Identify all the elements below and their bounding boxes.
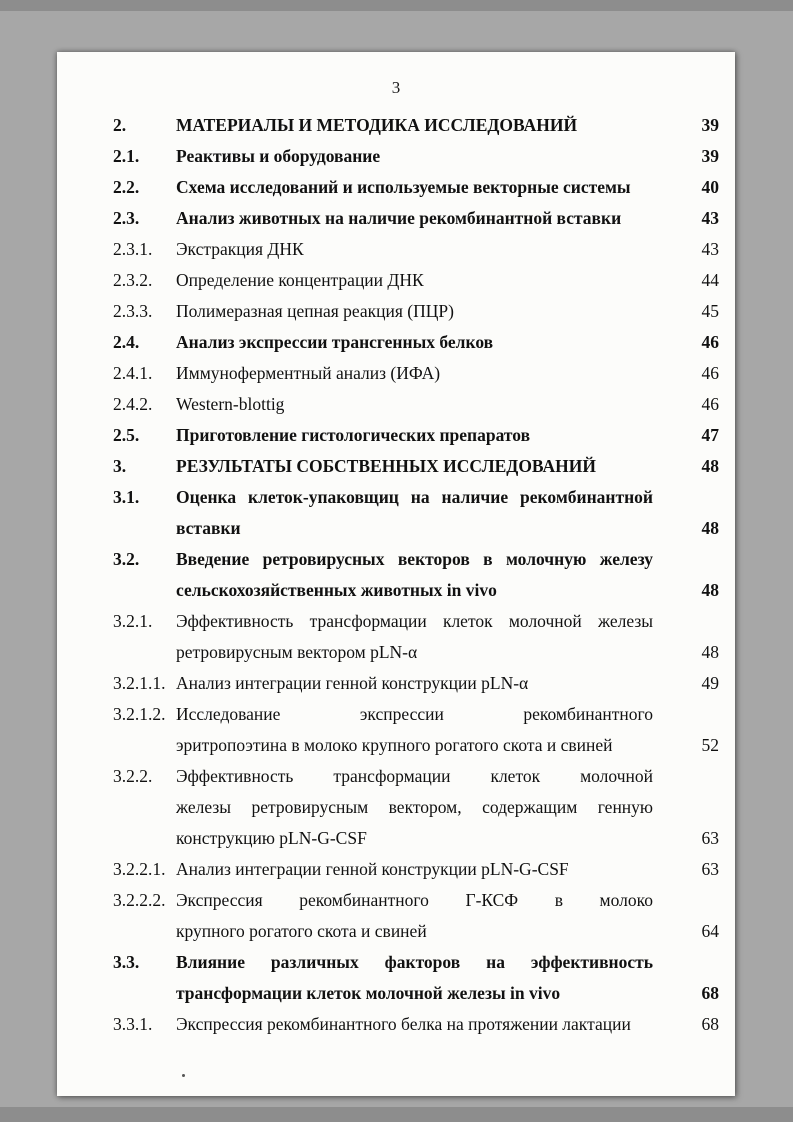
toc-entry-page: 63 — [701, 828, 719, 848]
toc-entry-page: 39 — [701, 115, 719, 135]
toc-entry-page: 44 — [701, 270, 719, 290]
toc-entry-page: 68 — [701, 983, 719, 1003]
toc-entry-page: 52 — [701, 735, 719, 755]
toc-entry-title — [176, 699, 653, 761]
toc-entry-page: 48 — [701, 456, 719, 476]
toc-entry — [113, 482, 719, 544]
toc-entry-number: 3. — [113, 456, 127, 476]
toc-entry-title — [176, 265, 653, 296]
toc-entry-number: 3.2.2.1. — [113, 859, 166, 879]
toc-entry-line: вставки — [176, 518, 241, 538]
toc-entry-title — [176, 172, 653, 203]
toc-entry-line: Полимеразная цепная реакция (ПЦР) — [176, 301, 454, 321]
toc-entry-line: Эффективность трансформации клеток молочной железы — [176, 611, 653, 631]
toc-entry-line: Схема исследований и используемые векторные системы — [176, 177, 631, 197]
toc-entry-title — [176, 451, 653, 482]
toc-entry-number: 2.3. — [113, 208, 140, 228]
toc-entry-line: Введение ретровирусных векторов в молочную железу — [176, 549, 653, 569]
toc-entry-line: Оценка клеток-упаковщиц на наличие рекомбинантной — [176, 487, 653, 507]
toc-entry-title — [176, 1009, 653, 1040]
toc-entry-title — [176, 296, 653, 327]
toc-entry-page: 48 — [701, 518, 719, 538]
toc-entry-line: Анализ интеграции генной конструкции pLN-α — [176, 673, 529, 693]
toc-entry-number: 3.3. — [113, 952, 140, 972]
toc-entry — [113, 668, 719, 699]
toc-entry-page: 43 — [701, 208, 719, 228]
toc-entry — [113, 327, 719, 358]
toc-entry — [113, 451, 719, 482]
toc-entry-title — [176, 544, 653, 606]
toc-entry-line: Анализ интеграции генной конструкции pLN-G-CSF — [176, 859, 569, 879]
toc-entry — [113, 265, 719, 296]
scan-edge-top — [0, 0, 793, 11]
toc-entry-line: конструкцию pLN-G-CSF — [176, 828, 367, 848]
toc-entry — [113, 389, 719, 420]
toc-entry-number: 3.2. — [113, 549, 140, 569]
toc-entry — [113, 141, 719, 172]
toc-entry-page: 40 — [701, 177, 719, 197]
toc-entry-page: 39 — [701, 146, 719, 166]
toc-entry-number: 2.3.1. — [113, 239, 153, 259]
toc-entry-title — [176, 141, 653, 172]
toc-entry-page: 68 — [701, 1014, 719, 1034]
toc-entry — [113, 947, 719, 1009]
toc-list — [113, 110, 719, 1040]
toc-entry-number: 2.4.2. — [113, 394, 153, 414]
toc-entry-title — [176, 854, 653, 885]
toc-entry-number: 3.2.1.2. — [113, 704, 166, 724]
toc-entry-number: 2.2. — [113, 177, 140, 197]
toc-entry-line: МАТЕРИАЛЫ И МЕТОДИКА ИССЛЕДОВАНИЙ — [176, 115, 578, 135]
toc-entry-page: 49 — [701, 673, 719, 693]
toc-entry-line: Исследование экспрессии рекомбинантного — [176, 704, 653, 724]
toc-entry-line: Western-blottig — [176, 394, 285, 414]
toc-entry-title — [176, 110, 653, 141]
page-number: 3 — [391, 78, 401, 97]
toc-entry-line: эритропоэтина в молоко крупного рогатого скота и свиней — [176, 735, 613, 755]
toc-entry — [113, 885, 719, 947]
toc-entry-title — [176, 358, 653, 389]
toc-entry-title — [176, 668, 653, 699]
toc-entry-line: Экспрессия рекомбинантного Г-КСФ в молоко — [176, 890, 653, 910]
toc-entry-title — [176, 234, 653, 265]
toc-entry-line: Иммуноферментный анализ (ИФА) — [176, 363, 441, 383]
toc-entry — [113, 110, 719, 141]
toc-entry-number: 3.1. — [113, 487, 140, 507]
toc-entry-number: 2.3.3. — [113, 301, 153, 321]
toc-entry-page: 45 — [701, 301, 719, 321]
toc-entry-line: железы ретровирусным вектором, содержащим генную — [176, 797, 653, 817]
toc-entry-page: 64 — [701, 921, 719, 941]
toc-entry — [113, 606, 719, 668]
toc-entry-title — [176, 389, 653, 420]
toc-entry — [113, 172, 719, 203]
toc-entry-number: 3.3.1. — [113, 1014, 153, 1034]
toc-entry-line: Приготовление гистологических препаратов — [176, 425, 531, 445]
toc-entry-title — [176, 482, 653, 544]
toc-entry-number: 2.4.1. — [113, 363, 153, 383]
toc-entry-title — [176, 947, 653, 1009]
toc-entry-number: 3.2.2.2. — [113, 890, 166, 910]
toc-entry-line: Экстракция ДНК — [176, 239, 304, 259]
toc-entry-line: Экспрессия рекомбинантного белка на протяжении лактации — [176, 1014, 631, 1034]
toc-entry-page: 43 — [701, 239, 719, 259]
scan-artifact-dot — [182, 1074, 185, 1077]
toc-entry — [113, 854, 719, 885]
toc-entry-page: 48 — [701, 642, 719, 662]
toc-entry-number: 2.5. — [113, 425, 140, 445]
toc-entry-page: 48 — [701, 580, 719, 600]
toc-entry-page: 46 — [701, 394, 719, 414]
toc-entry — [113, 203, 719, 234]
toc-entry-number: 2.1. — [113, 146, 140, 166]
toc-entry — [113, 1009, 719, 1040]
toc-entry-number: 3.2.2. — [113, 766, 153, 786]
toc-entry-line: ретровирусным вектором pLN-α — [176, 642, 418, 662]
toc-entry-line: Анализ животных на наличие рекомбинантной вставки — [176, 208, 622, 228]
toc-entry-line: сельскохозяйственных животных in vivo — [176, 580, 497, 600]
toc-entry-page: 47 — [701, 425, 719, 445]
toc-entry-line: Определение концентрации ДНК — [176, 270, 424, 290]
toc-entry-line: Реактивы и оборудование — [176, 146, 381, 166]
toc-entry-number: 3.2.1.1. — [113, 673, 166, 693]
toc-entry-title — [176, 420, 653, 451]
toc-entry-title — [176, 606, 653, 668]
toc-entry-page: 46 — [701, 363, 719, 383]
toc-entry-line: крупного рогатого скота и свиней — [176, 921, 427, 941]
toc-entry — [113, 761, 719, 854]
toc-entry-line: Влияние различных факторов на эффективность — [176, 952, 653, 972]
toc-entry-line: трансформации клеток молочной железы in vivo — [176, 983, 561, 1003]
toc-entry-title — [176, 885, 653, 947]
document-page — [57, 52, 735, 1096]
toc-entry-line: Анализ экспрессии трансгенных белков — [176, 332, 494, 352]
toc-entry-number: 3.2.1. — [113, 611, 153, 631]
toc-entry-line: Эффективность трансформации клеток молочной — [176, 766, 653, 786]
scan-edge-bottom — [0, 1107, 793, 1122]
toc-entry-page: 46 — [701, 332, 719, 352]
toc-entry — [113, 420, 719, 451]
toc-entry-title — [176, 327, 653, 358]
toc-entry-title — [176, 761, 653, 854]
toc-entry-line: РЕЗУЛЬТАТЫ СОБСТВЕННЫХ ИССЛЕДОВАНИЙ — [176, 456, 596, 476]
toc-entry-number: 2. — [113, 115, 127, 135]
toc-entry — [113, 234, 719, 265]
toc-entry-page: 63 — [701, 859, 719, 879]
toc-entry — [113, 699, 719, 761]
toc-entry — [113, 296, 719, 327]
toc-entry-number: 2.4. — [113, 332, 140, 352]
toc-entry — [113, 358, 719, 389]
toc-entry — [113, 544, 719, 606]
toc-entry-number: 2.3.2. — [113, 270, 153, 290]
toc-entry-title — [176, 203, 653, 234]
